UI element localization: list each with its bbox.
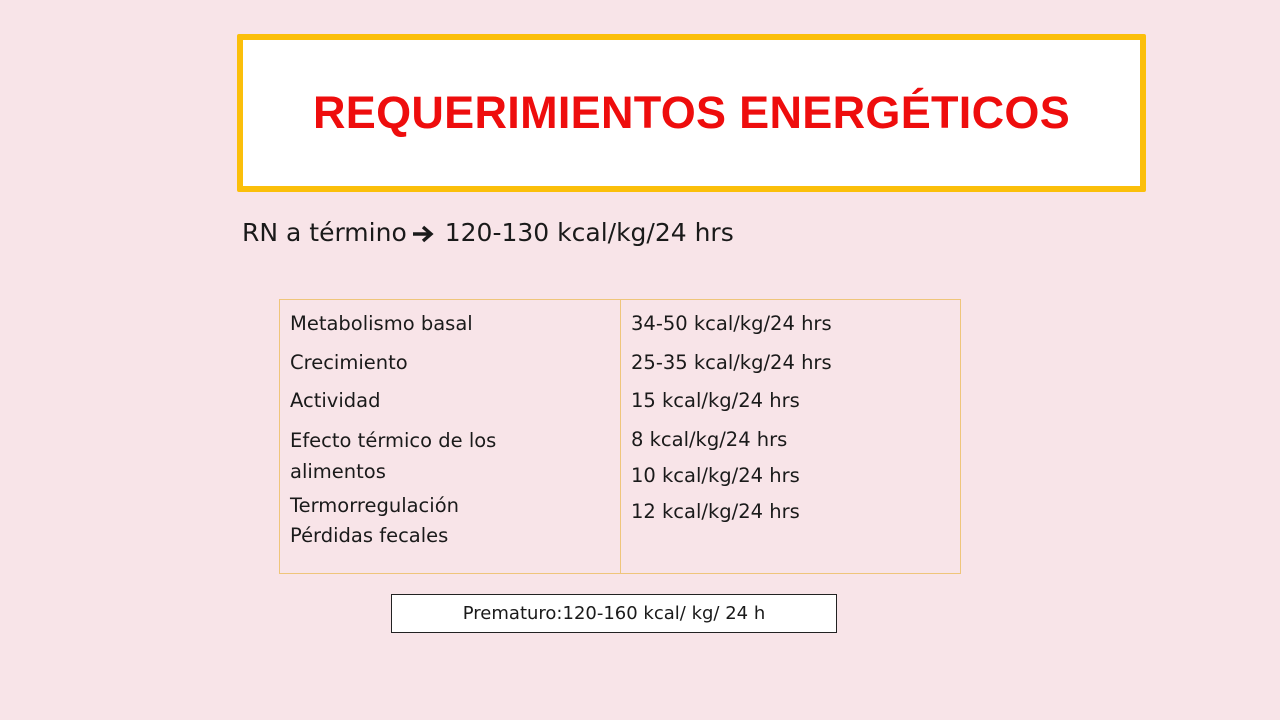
subtitle-value: 120-130 kcal/kg/24 hrs bbox=[444, 218, 734, 247]
premature-note: Prematuro:120-160 kcal/ kg/ 24 h bbox=[462, 603, 766, 624]
table-cell-label: Efecto térmico de los alimentos bbox=[290, 428, 497, 483]
slide-title: REQUERIMIENTOS ENERGÉTICOS bbox=[312, 87, 1071, 138]
table-cell-value: 15 kcal/kg/24 hrs bbox=[631, 389, 800, 412]
table-cell-value: 34-50 kcal/kg/24 hrs bbox=[631, 312, 832, 335]
table-cell-label: Termorregulación bbox=[290, 493, 459, 517]
table-cell-value: 25-35 kcal/kg/24 hrs bbox=[631, 350, 832, 374]
energy-requirements-table bbox=[279, 299, 961, 574]
table-cell-label: Actividad bbox=[290, 389, 381, 412]
table-cell-label: Metabolismo basal bbox=[290, 312, 473, 335]
table-cell-value: 12 kcal/kg/24 hrs bbox=[631, 499, 800, 523]
subtitle-line bbox=[242, 218, 734, 247]
table-cell-value: 10 kcal/kg/24 hrs bbox=[631, 463, 800, 487]
table-cell-value: 8 kcal/kg/24 hrs bbox=[631, 427, 788, 451]
title-box bbox=[237, 34, 1146, 192]
premature-note-box bbox=[391, 594, 837, 633]
subtitle-label: RN a término bbox=[242, 218, 407, 247]
table-cell-label: Crecimiento bbox=[290, 350, 408, 374]
table-value-column bbox=[621, 300, 960, 573]
right-arrow-icon bbox=[411, 224, 435, 244]
table-label-column bbox=[280, 300, 621, 573]
table-cell-label: Pérdidas fecales bbox=[290, 523, 449, 547]
